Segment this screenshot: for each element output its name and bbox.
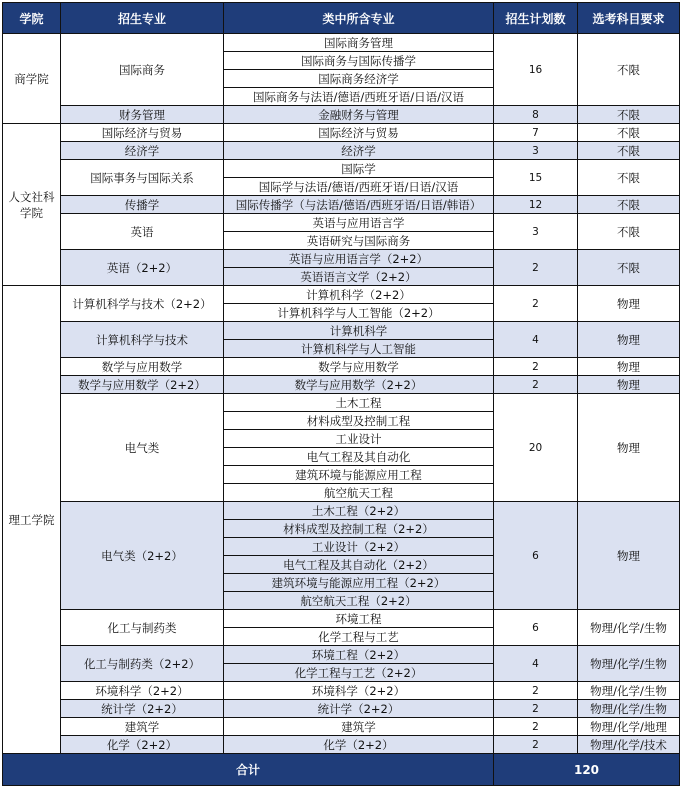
sub-major-cell: 英语与应用语言学（2+2） — [224, 250, 494, 268]
sub-major-cell: 经济学 — [224, 142, 494, 160]
total-label: 合计 — [3, 754, 494, 786]
plan-count-cell: 15 — [494, 160, 578, 196]
sub-major-cell: 航空航天工程 — [224, 484, 494, 502]
major-cell: 环境科学（2+2） — [61, 682, 224, 700]
sub-major-cell: 材料成型及控制工程（2+2） — [224, 520, 494, 538]
sub-major-cell: 电气工程及其自动化 — [224, 448, 494, 466]
sub-major-cell: 数学与应用数学（2+2） — [224, 376, 494, 394]
major-cell: 国际经济与贸易 — [61, 124, 224, 142]
sub-major-cell: 环境工程 — [224, 610, 494, 628]
header-college: 学院 — [3, 3, 61, 34]
subject-requirement-cell: 物理/化学/生物 — [578, 610, 680, 646]
subject-requirement-cell: 物理 — [578, 502, 680, 610]
sub-major-cell: 国际商务管理 — [224, 34, 494, 52]
plan-count-cell: 2 — [494, 682, 578, 700]
table-row — [3, 394, 680, 412]
plan-count-cell: 2 — [494, 736, 578, 754]
sub-major-cell: 国际商务经济学 — [224, 70, 494, 88]
sub-major-cell: 土木工程 — [224, 394, 494, 412]
sub-major-cell: 航空航天工程（2+2） — [224, 592, 494, 610]
plan-count-cell: 6 — [494, 502, 578, 610]
table-row — [3, 718, 680, 736]
major-cell: 英语（2+2） — [61, 250, 224, 286]
college-name-cell: 人文社科学院 — [3, 124, 61, 286]
major-cell: 计算机科学与技术（2+2） — [61, 286, 224, 322]
subject-requirement-cell: 物理/化学/技术 — [578, 736, 680, 754]
sub-major-cell: 国际学与法语/德语/西班牙语/日语/汉语 — [224, 178, 494, 196]
table-row — [3, 106, 680, 124]
sub-major-cell: 计算机科学与人工智能（2+2） — [224, 304, 494, 322]
header-major: 招生专业 — [61, 3, 224, 34]
sub-major-cell: 英语语言文学（2+2） — [224, 268, 494, 286]
plan-count-cell: 4 — [494, 646, 578, 682]
sub-major-cell: 统计学（2+2） — [224, 700, 494, 718]
college-name-cell: 商学院 — [3, 34, 61, 124]
sub-major-cell: 工业设计 — [224, 430, 494, 448]
plan-count-cell: 2 — [494, 358, 578, 376]
subject-requirement-cell: 物理 — [578, 358, 680, 376]
table-row — [3, 682, 680, 700]
header-row — [3, 3, 680, 34]
major-cell: 计算机科学与技术 — [61, 322, 224, 358]
table-row — [3, 196, 680, 214]
sub-major-cell: 土木工程（2+2） — [224, 502, 494, 520]
sub-major-cell: 计算机科学（2+2） — [224, 286, 494, 304]
college-name-cell: 理工学院 — [3, 286, 61, 754]
sub-major-cell: 国际学 — [224, 160, 494, 178]
subject-requirement-cell: 不限 — [578, 34, 680, 106]
plan-count-cell: 3 — [494, 214, 578, 250]
enrollment-plan-table — [2, 2, 680, 786]
subject-requirement-cell: 物理/化学/生物 — [578, 646, 680, 682]
table-row — [3, 124, 680, 142]
header-plan-count: 招生计划数 — [494, 3, 578, 34]
table-row — [3, 286, 680, 304]
table-row — [3, 502, 680, 520]
plan-count-cell: 2 — [494, 376, 578, 394]
sub-major-cell: 电气工程及其自动化（2+2） — [224, 556, 494, 574]
sub-major-cell: 建筑学 — [224, 718, 494, 736]
plan-count-cell: 20 — [494, 394, 578, 502]
sub-major-cell: 计算机科学 — [224, 322, 494, 340]
major-cell: 数学与应用数学（2+2） — [61, 376, 224, 394]
table-body — [3, 34, 680, 754]
plan-count-cell: 2 — [494, 286, 578, 322]
table-row — [3, 700, 680, 718]
sub-major-cell: 英语研究与国际商务 — [224, 232, 494, 250]
plan-count-cell: 16 — [494, 34, 578, 106]
sub-major-cell: 金融财务与管理 — [224, 106, 494, 124]
subject-requirement-cell: 不限 — [578, 214, 680, 250]
sub-major-cell: 化学工程与工艺（2+2） — [224, 664, 494, 682]
sub-major-cell: 国际传播学（与法语/德语/西班牙语/日语/韩语） — [224, 196, 494, 214]
subject-requirement-cell: 物理/化学/地理 — [578, 718, 680, 736]
subject-requirement-cell: 不限 — [578, 142, 680, 160]
table-row — [3, 358, 680, 376]
table-row — [3, 376, 680, 394]
subject-requirement-cell: 不限 — [578, 160, 680, 196]
major-cell: 英语 — [61, 214, 224, 250]
total-value: 120 — [494, 754, 680, 786]
major-cell: 国际商务 — [61, 34, 224, 106]
subject-requirement-cell: 物理 — [578, 376, 680, 394]
major-cell: 电气类（2+2） — [61, 502, 224, 610]
major-cell: 统计学（2+2） — [61, 700, 224, 718]
major-cell: 化工与制药类 — [61, 610, 224, 646]
sub-major-cell: 英语与应用语言学 — [224, 214, 494, 232]
plan-count-cell: 2 — [494, 700, 578, 718]
major-cell: 财务管理 — [61, 106, 224, 124]
major-cell: 数学与应用数学 — [61, 358, 224, 376]
plan-count-cell: 2 — [494, 250, 578, 286]
sub-major-cell: 计算机科学与人工智能 — [224, 340, 494, 358]
subject-requirement-cell: 不限 — [578, 196, 680, 214]
major-cell: 化工与制药类（2+2） — [61, 646, 224, 682]
subject-requirement-cell: 物理 — [578, 394, 680, 502]
subject-requirement-cell: 不限 — [578, 250, 680, 286]
header-sub-majors: 类中所含专业 — [224, 3, 494, 34]
sub-major-cell: 建筑环境与能源应用工程 — [224, 466, 494, 484]
subject-requirement-cell: 不限 — [578, 124, 680, 142]
sub-major-cell: 工业设计（2+2） — [224, 538, 494, 556]
plan-count-cell: 6 — [494, 610, 578, 646]
major-cell: 国际事务与国际关系 — [61, 160, 224, 196]
sub-major-cell: 数学与应用数学 — [224, 358, 494, 376]
plan-count-cell: 8 — [494, 106, 578, 124]
subject-requirement-cell: 物理 — [578, 322, 680, 358]
table-row — [3, 736, 680, 754]
total-row — [3, 754, 680, 786]
major-cell: 建筑学 — [61, 718, 224, 736]
table-row — [3, 322, 680, 340]
plan-count-cell: 4 — [494, 322, 578, 358]
plan-count-cell: 2 — [494, 718, 578, 736]
major-cell: 化学（2+2） — [61, 736, 224, 754]
sub-major-cell: 环境工程（2+2） — [224, 646, 494, 664]
plan-count-cell: 12 — [494, 196, 578, 214]
table-row — [3, 160, 680, 178]
sub-major-cell: 建筑环境与能源应用工程（2+2） — [224, 574, 494, 592]
enrollment-plan-table-container — [2, 2, 679, 808]
subject-requirement-cell: 物理/化学/生物 — [578, 682, 680, 700]
sub-major-cell: 化学（2+2） — [224, 736, 494, 754]
subject-requirement-cell: 物理/化学/生物 — [578, 700, 680, 718]
subject-requirement-cell: 物理 — [578, 286, 680, 322]
table-row — [3, 214, 680, 232]
sub-major-cell: 国际经济与贸易 — [224, 124, 494, 142]
table-row — [3, 646, 680, 664]
plan-count-cell: 7 — [494, 124, 578, 142]
sub-major-cell: 国际商务与国际传播学 — [224, 52, 494, 70]
sub-major-cell: 化学工程与工艺 — [224, 628, 494, 646]
subject-requirement-cell: 不限 — [578, 106, 680, 124]
sub-major-cell: 材料成型及控制工程 — [224, 412, 494, 430]
table-row — [3, 610, 680, 628]
major-cell: 经济学 — [61, 142, 224, 160]
major-cell: 电气类 — [61, 394, 224, 502]
sub-major-cell: 国际商务与法语/德语/西班牙语/日语/汉语 — [224, 88, 494, 106]
table-row — [3, 34, 680, 52]
table-row — [3, 142, 680, 160]
plan-count-cell: 3 — [494, 142, 578, 160]
major-cell: 传播学 — [61, 196, 224, 214]
table-row — [3, 250, 680, 268]
header-subject-requirement: 选考科目要求 — [578, 3, 680, 34]
sub-major-cell: 环境科学（2+2） — [224, 682, 494, 700]
